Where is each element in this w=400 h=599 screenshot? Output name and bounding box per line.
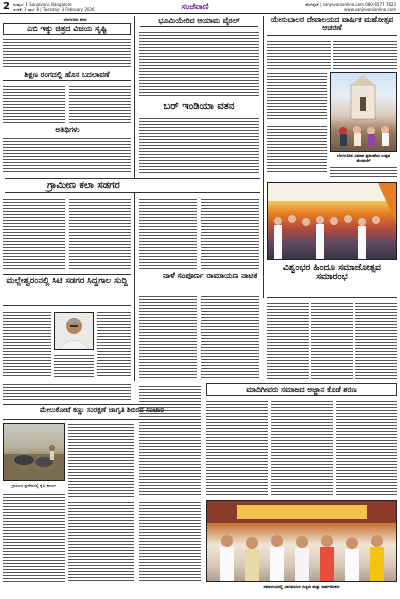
article-text [201,294,259,380]
article-text [336,399,397,497]
photo-caption: ಗ್ರಾಮೀಣ ಪ್ರದೇಶದಲ್ಲಿ ಕೃಷಿ ಕಾರ್ಯ [11,483,57,488]
article-text [139,384,201,497]
article-text [139,30,259,98]
article-text [69,197,131,269]
article-text [330,165,397,179]
subhead-guests: ಅತಿಥಿಗಳು [55,125,80,134]
article-text [267,71,327,121]
article-text [355,301,397,381]
edition-line: ಸಂಪುಟ: 1 Sanjevani, Bangalore [13,2,72,7]
column-divider [263,16,264,298]
banner-headline: ಗ್ರಾಮೀಣ ಕಲಾ ಸಡಗರ [5,178,260,193]
article-text [311,301,353,381]
divider [3,419,201,420]
headline-india: ಬರ್ ಇಂಡಿಯಾ ವತನ [163,101,235,112]
article-text [139,116,259,174]
article-text [333,39,397,69]
article-text [97,310,131,378]
article-text [69,84,131,124]
article-text [3,136,131,174]
article-text [267,301,309,381]
headline-education: ಶಿಕ್ಷಣ ರಂಗದಲ್ಲಿ ಹೊಸ ಬದಲಾವಣೆ [3,71,131,81]
article-text [3,310,51,378]
column-divider [134,16,135,381]
article-text [271,399,333,497]
article-text [3,37,131,69]
article-text [68,500,134,582]
page-header [0,0,400,14]
headline-viral: ಭೂಮಿಯೇರಿದ ಆಯಾಮ ವೈರಲ್ [140,17,258,27]
article-text [3,197,65,269]
headline-melukote: ಮೇಲುಕೋಟೆ ಕಣ್ಣು ಸಂರಕ್ಷಣೆ ಜಾಗೃತಿ ಶಿಬಿರದ ಸಂಚಾರ [40,406,164,414]
headline-church-festival: ಯೇಸುಬಾಲರ ದೇವಾಲಯದ ವಾರ್ಷಿಕ ಮಹೋತ್ಸವ ಆಚರಣೆ [267,16,397,36]
article-text [68,422,134,497]
article-text [3,84,65,124]
article-text [206,399,268,497]
photo-caption: ಬೆಂಗಳೂರಿನ ವಿಮಾನ ಪ್ರಕಟಣೆಯ ಉತ್ಸವ ಮೆರವಣಿಗೆ [336,153,391,163]
church-photo [330,72,397,152]
procession-photo [267,182,397,260]
page-number: 2 [3,1,10,12]
headline-left-top: ಎಬಿ ಇಕ್ಕು ಚಿತ್ರದ ವಿಜಯ ಸೃಷ್ಟಿ [3,23,131,35]
headline-madigeevaru: ಮಾದಿಗೀವರು ಸಮಾಜದ ಅಜ್ಜಾನ ಕೊಡೆ ಶರಣ [206,383,397,396]
photo-caption: ಸಮಾರಂಭದಲ್ಲಿ ಭಾಗವಹಿಸಿದ ಗಣ್ಯರು ಮತ್ತು ಸಾರ್ವಜನಿಕರು [263,584,340,589]
article-text [139,197,197,269]
headline-malleshwaram: ಮಲ್ಲೇಶ್ವರಂನಲ್ಲಿ ಸಿಟಿ ಸಡಗರ ಸಿದ್ದಗಾಲ ಸುದ್ದಿ [3,274,131,306]
contact-line: ವೆಬ್‌ಸೈಟ್ | sanjevanionline.com 080-6577 7823 [305,2,396,7]
website-link[interactable]: www.sanjevanionline.com [344,7,396,12]
event-photo [206,500,397,582]
masthead: ಸಂಜೆವಾಣಿ [181,2,209,11]
article-text [54,353,94,378]
headline-samajotsava: ವಿಶ್ವಂಭರ ಹಿಂದೂ ಸಮಾಜೋತ್ಸವ ಸಮಾರಂಭ [267,262,397,298]
article-text [3,382,131,402]
article-text [139,500,201,582]
article-text [139,294,197,380]
article-text [3,492,65,582]
field-photo [3,423,65,481]
article-text [267,124,327,174]
headline-drama: ನಾಳೆ ಸಂಪೂರ್ಣ ರಾಮಾಯಣ ನಾಟಕ [162,271,258,280]
date-line: ಸಂಚಿಕೆ: 1 ಪುಟ: 8 | Tuesday: 3 February 2026 [13,7,95,12]
article-text [267,39,331,69]
portrait-photo [54,312,94,350]
divider [3,404,201,405]
article-text [201,197,259,269]
section-tag: ಬೆಂಗಳೂರು ನಗರ [63,17,87,22]
